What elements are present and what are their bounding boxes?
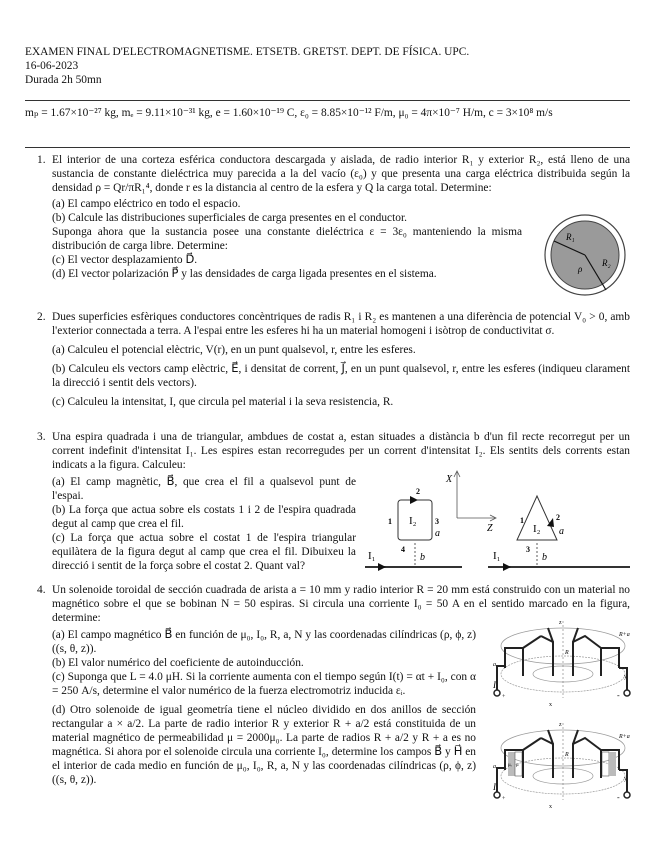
mu-r-label: μᵣ bbox=[508, 763, 512, 768]
question-item: (b) Calcule las distribuciones superficiales de carga presentes en el conductor. bbox=[52, 212, 407, 224]
i1-label: I₁ bbox=[493, 550, 501, 562]
question-item: (d) El vector polarización P⃗ y las densidades de carga ligada presentes en el sistema. bbox=[52, 268, 437, 280]
a-label: a bbox=[493, 764, 496, 770]
side-label: 3 bbox=[526, 545, 530, 554]
minus-terminal-label: - bbox=[617, 793, 620, 802]
x-axis-label: x bbox=[549, 804, 552, 810]
exam-title: EXAMEN FINAL D'ELECTROMAGNETISME. ETSETB. GRETST. DEPT. DE FÍSICA. UPC. bbox=[25, 46, 470, 58]
side-label: 2 bbox=[556, 513, 560, 522]
question-item: (b) La força que actua sobre els costats 1 i 2 de l'espira quadrada degut al camp que crea el fil. bbox=[52, 504, 356, 530]
question-intro: Dues superficies esfèriques conductores concèntriques de radis R₁ i R₂ es mantenen a una diferència de potencial V₀ > 0, amb l'exterior connectada a terra. A l'espai entre les esferes hi ha un material homogeni i isòtrop de conductivitat σ. bbox=[52, 311, 630, 337]
question-intro: Un solenoide toroidal de sección cuadrada de arista a = 10 mm y radio interior R = 20 mm está construido con un material no magnético sobre el que se bobinan N = 50 espiras. Si circula una corriente I₀ = 50 A en el sentido marcado en la figura, determine: bbox=[52, 584, 630, 624]
i2-label: I₂ bbox=[409, 515, 417, 527]
minus-terminal-label: - bbox=[617, 691, 620, 700]
toroid-figure-1 bbox=[493, 618, 633, 710]
r1-label: R₁ bbox=[566, 232, 575, 242]
question-number: 1. bbox=[37, 154, 46, 166]
question-item: (a) El campo magnético B⃗ en función de μ₀, I₀, R, a, N y las coordenadas cilíndricas (ρ, ϕ, z) ((s, θ, z)). bbox=[52, 629, 476, 655]
question-item: (a) El campo eléctrico en todo el espacio. bbox=[52, 198, 241, 210]
rho-label: ρ bbox=[578, 264, 583, 274]
question-number: 4. bbox=[37, 584, 46, 596]
axis-z-label: Z bbox=[487, 523, 493, 534]
question-item: (a) El camp magnètic, B⃗, que crea el fil a qualsevol punt de l'espai. bbox=[52, 476, 356, 502]
side-label: 1 bbox=[388, 517, 392, 526]
plus-terminal-label: + bbox=[502, 694, 506, 700]
current-label: I bbox=[493, 680, 496, 690]
question-item: (c) La força que actua sobre el costat 1 de l'espira triangular equilàtera de la figura degut al camp que crea el fil. Dibuixeu la direcció i sentit de la força sobre el costat 2. Quant val? bbox=[52, 532, 356, 572]
a-label: a bbox=[559, 526, 564, 537]
question-intro: El interior de una corteza esférica conductora descargada y aislada, de radio interior R₁ y exterior R₂, está lleno de una sustancia de constante dieléctrica muy parecida a la del vacío (ε₀) y que presenta una carga eléctrica distribuida según la densidad ρ = Qr/πR₁⁴, donde r es la distancia al centro de la esfera y Q la carga total. Determine: bbox=[52, 154, 630, 194]
question-item: (b) El valor numérico del coeficiente de autoinducción. bbox=[52, 657, 304, 669]
z-axis-label: z bbox=[559, 620, 562, 626]
axis-x-label: X bbox=[446, 474, 453, 485]
x-axis-label: x bbox=[549, 702, 552, 708]
side-label: 2 bbox=[416, 487, 420, 496]
b-label: b bbox=[420, 552, 425, 563]
spherical-shell-figure bbox=[540, 210, 630, 300]
r-plus-a-label: R+a bbox=[619, 632, 630, 638]
a-label: a bbox=[435, 528, 440, 539]
side-label: 3 bbox=[435, 517, 439, 526]
question-item: (c) Suponga que L = 4.0 μH. Si la corriente aumenta con el tiempo según I(t) = αt + I₀, con α = 250 A/s, determine el valor numérico de la fuerza electromotriz inducida εᵢ. bbox=[52, 671, 476, 697]
r-label: R bbox=[565, 752, 569, 758]
r-plus-a-label: R+a bbox=[619, 734, 630, 740]
exam-duration: Durada 2h 50mn bbox=[25, 74, 102, 86]
y-axis-label: y bbox=[624, 674, 627, 680]
side-label: 4 bbox=[401, 545, 405, 554]
a-label: a bbox=[493, 662, 496, 668]
question-item: (c) El vector desplazamiento D⃗. bbox=[52, 254, 198, 266]
question-item: Suponga ahora que la sustancia posee una constante dieléctrica ε = 3ε₀ manteniendo la misma distribución de carga libre. Determine: bbox=[52, 226, 522, 252]
divider bbox=[25, 147, 630, 148]
question-number: 2. bbox=[37, 311, 46, 323]
side-label: 1 bbox=[520, 516, 524, 525]
z-axis-label: z bbox=[559, 722, 562, 728]
r2-label: R₂ bbox=[602, 258, 611, 268]
exam-date: 16-06-2023 bbox=[25, 60, 79, 72]
r-label: R bbox=[565, 650, 569, 656]
question-item: (a) Calculeu el potencial elèctric, V(r), en un punt qualsevol, r, entre les esferes. bbox=[52, 344, 416, 356]
divider bbox=[25, 100, 630, 101]
question-item: (b) Calculeu els vectors camp elèctric, E⃗, i densitat de corrent, J⃗, en un punt qualsevol, r, entre les esferes (indiqueu clarament la direcció i sentit dels vectors). bbox=[52, 363, 630, 389]
mu-label: μ bbox=[516, 763, 519, 768]
question-number: 3. bbox=[37, 431, 46, 443]
question-intro: Una espira quadrada i una de triangular, ambdues de costat a, estan situades a distància b d'un fil recte recorregut per un corrent indefinit d'intensitat I₁. Les espires estan recorregudes per un corrent d'intensitat I₂. Els sentits dels corrents estan indicats a la figura. Calculeu: bbox=[52, 431, 630, 471]
y-axis-label: y bbox=[624, 776, 627, 782]
i1-label: I₁ bbox=[368, 550, 376, 562]
loops-figure bbox=[360, 468, 632, 578]
exam-header bbox=[25, 45, 635, 87]
i2-label: I₂ bbox=[533, 523, 541, 535]
question-item: (c) Calculeu la intensitat, I, que circula pel material i la seva resistencia, R. bbox=[52, 396, 394, 408]
toroid-figure-2 bbox=[493, 720, 633, 812]
question-item: (d) Otro solenoide de igual geometría tiene el núcleo dividido en dos anillos de sección rectangular a × a/2. La parte de radio interior R y exterior R + a/2 está constituida de un material magnético de permeabilidad μ = 2000μ₀. La parte de radios R + a/2 y R + a es no magnética. Si ahora por el solenoide circula una corriente I₀, determine los campos B⃗ y H⃗ en el interior de cada medio en función de μ₀, I₀, R, a, N y las coordenadas cilíndricas (ρ, ϕ, z) ((s, θ, z)). bbox=[52, 704, 476, 786]
plus-terminal-label: + bbox=[502, 796, 506, 802]
b-label: b bbox=[542, 552, 547, 563]
current-label: I bbox=[493, 782, 496, 792]
physical-constants: mₚ = 1.67×10⁻²⁷ kg, mₑ = 9.11×10⁻³¹ kg, e = 1.60×10⁻¹⁹ C, ε₀ = 8.85×10⁻¹² F/m, μ₀ = 4π×10⁻⁷ H/m, c = 3×10⁸ m/s bbox=[25, 107, 553, 119]
